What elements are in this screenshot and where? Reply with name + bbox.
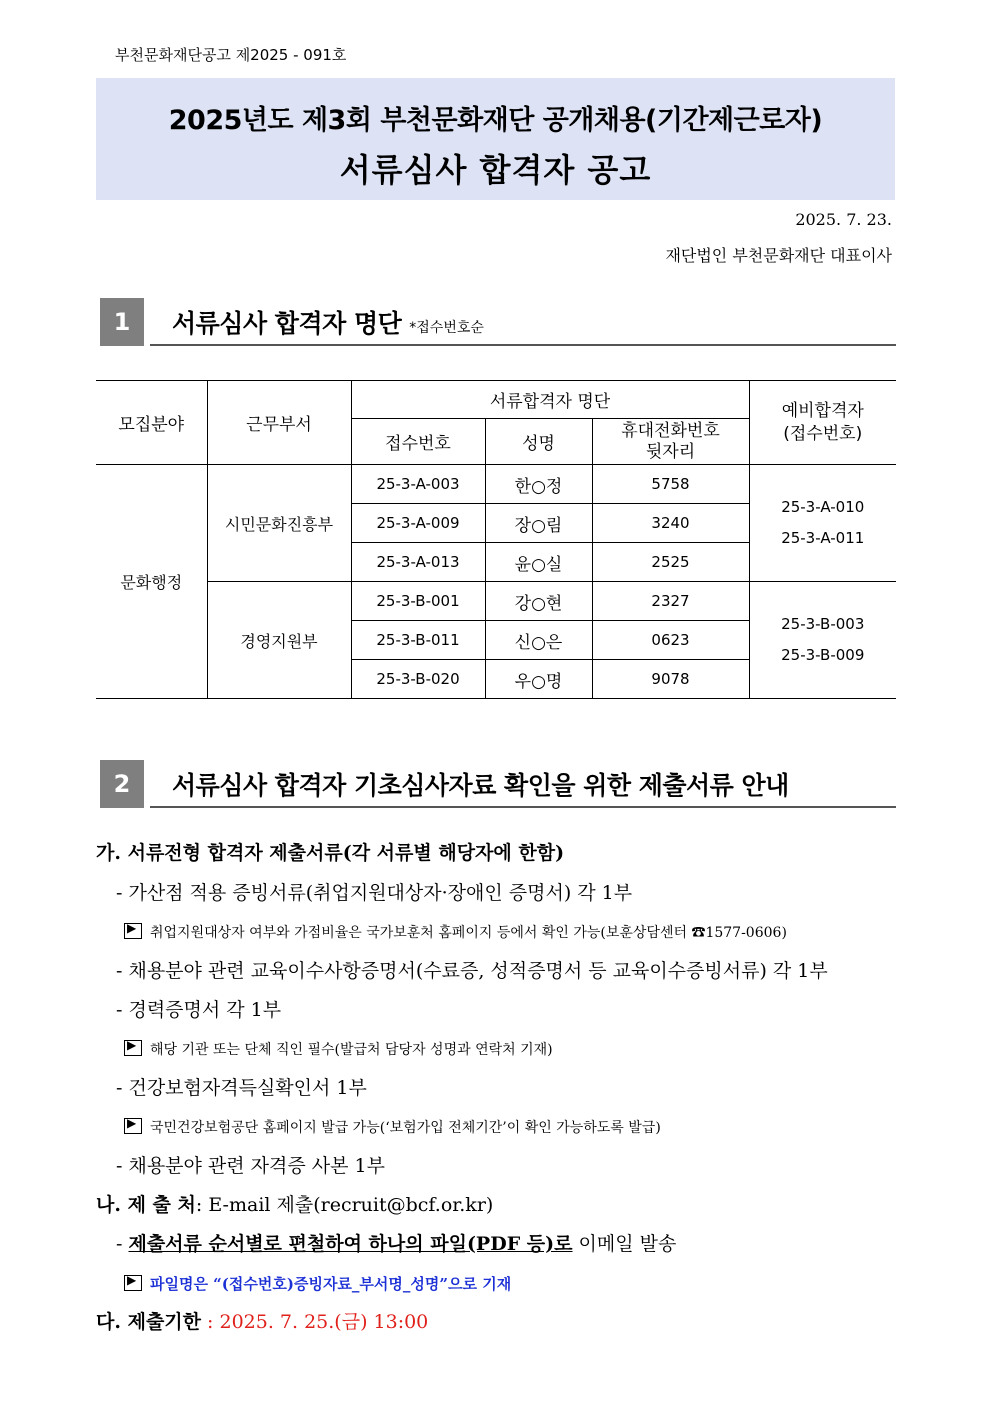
phone-cell: 2327	[592, 582, 749, 621]
name-cell: 윤○실	[485, 543, 592, 582]
guide-item4: - 건강보험자격득실확인서 1부	[116, 1077, 367, 1099]
section1-title	[172, 304, 484, 340]
name-cell: 신○은	[485, 621, 592, 660]
guide-note3	[124, 1039, 553, 1059]
reg-no-cell: 25-3-B-020	[351, 660, 485, 699]
phone-cell: 0623	[592, 621, 749, 660]
guide-da-label: 다. 제출기한	[96, 1311, 201, 1333]
reg-no-cell: 25-3-A-003	[351, 465, 485, 504]
announcement-date: 2025. 7. 23.	[795, 210, 892, 229]
phone-cell: 5758	[592, 465, 749, 504]
guide-item2: - 채용분야 관련 교육이수사항증명서(수료증, 성적증명서 등 교육이수증빙서류) 각 1부	[116, 960, 828, 982]
reserve-item: 25-3-B-009	[781, 646, 865, 664]
section2-header	[100, 760, 896, 808]
header-phone: 휴대전화번호 뒷자리	[592, 419, 749, 465]
phone-cell: 3240	[592, 504, 749, 543]
section1-title-text: 서류심사 합격자 명단	[172, 309, 402, 338]
guide-note3-text: 해당 기관 또는 단체 직인 필수(발급처 담당자 성명과 연락처 기재)	[150, 1042, 553, 1058]
guide-na-value: : E-mail 제출(recruit@bcf.or.kr)	[195, 1194, 494, 1216]
organization-name: 재단법인 부천문화재단 대표이사	[665, 246, 892, 265]
table-row	[96, 465, 896, 504]
results-table	[96, 380, 896, 699]
section2-rule	[150, 806, 896, 808]
guide-na-label: 나. 제 출 처	[96, 1194, 196, 1216]
guide-da	[96, 1307, 428, 1334]
title-box	[96, 78, 895, 200]
phone-cell: 9078	[592, 660, 749, 699]
name-cell: 강○현	[485, 582, 592, 621]
guide-item1: - 가산점 적용 증빙서류(취업지원대상자·장애인 증명서) 각 1부	[116, 882, 633, 904]
section2-title: 서류심사 합격자 기초심사자료 확인을 위한 제출서류 안내	[172, 771, 789, 800]
header-field: 모집분야	[96, 381, 207, 465]
doc-number: 부천문화재단공고 제2025 - 091호	[115, 46, 347, 64]
guide-submit-rest: 이메일 발송	[572, 1233, 677, 1255]
arrow-icon	[124, 1040, 142, 1056]
guide-submit-emph: 제출서류 순서별로 편철하여 하나의 파일(PDF 등)로	[128, 1233, 573, 1255]
guide-submit	[116, 1229, 676, 1256]
section1-rule	[150, 344, 896, 346]
header-reserve: 예비합격자 (접수번호)	[749, 381, 896, 465]
guide-da-value: 2025. 7. 25.(금) 13:00	[219, 1311, 429, 1333]
reg-no-cell: 25-3-A-009	[351, 504, 485, 543]
name-cell: 장○림	[485, 504, 592, 543]
guide-ga: 가. 서류전형 합격자 제출서류(각 서류별 해당자에 한함)	[96, 842, 565, 864]
title-line1: 2025년도 제3회 부천문화재단 공개채용(기간제근로자)	[168, 105, 823, 136]
name-cell: 우○명	[485, 660, 592, 699]
reserve-item: 25-3-A-010	[781, 498, 865, 516]
reg-no-cell: 25-3-B-011	[351, 621, 485, 660]
guide-note4-text: 국민건강보험공단 홈페이지 발급 가능(‘보험가입 전체기간’이 확인 가능하도록 발급)	[150, 1120, 661, 1136]
reserve-item: 25-3-A-011	[781, 529, 865, 547]
header-name: 성명	[485, 419, 592, 465]
guide-item5: - 채용분야 관련 자격증 사본 1부	[116, 1155, 385, 1177]
reg-no-cell: 25-3-A-013	[351, 543, 485, 582]
guide-file-note-text: 파일명은 “(접수번호)증빙자료_부서명_성명”으로 기재	[150, 1275, 512, 1293]
header-passers: 서류합격자 명단	[351, 381, 749, 419]
reserve-cell	[749, 465, 896, 582]
reg-no-cell: 25-3-B-001	[351, 582, 485, 621]
section2-number: 2	[100, 760, 144, 808]
guide-item3: - 경력증명서 각 1부	[116, 999, 282, 1021]
arrow-icon	[124, 1275, 142, 1291]
dept-cell: 경영지원부	[207, 582, 351, 699]
section1-number: 1	[100, 298, 144, 346]
name-cell: 한○정	[485, 465, 592, 504]
guide-note4	[124, 1117, 661, 1137]
dept-cell: 시민문화진흥부	[207, 465, 351, 582]
guide-submit-dash: -	[116, 1233, 129, 1255]
table-row	[96, 582, 896, 621]
title-line2: 서류심사 합격자 공고	[339, 151, 652, 189]
header-reg-no: 접수번호	[351, 419, 485, 465]
reserve-item: 25-3-B-003	[781, 615, 865, 633]
guide-note1-text: 취업지원대상자 여부와 가점비율은 국가보훈처 홈페이지 등에서 확인 가능(보훈상담센터 ☎1577-0606)	[150, 925, 787, 941]
guide-na	[96, 1190, 493, 1217]
guide-note1	[124, 922, 787, 942]
phone-cell: 2525	[592, 543, 749, 582]
guide-da-colon: :	[201, 1311, 220, 1333]
guide-file-note	[124, 1273, 511, 1294]
header-dept: 근무부서	[207, 381, 351, 465]
section1-note: *접수번호순	[409, 320, 484, 336]
reserve-cell	[749, 582, 896, 699]
section1-header	[100, 298, 896, 346]
arrow-icon	[124, 1118, 142, 1134]
field-cell: 문화행정	[96, 465, 207, 699]
arrow-icon	[124, 923, 142, 939]
